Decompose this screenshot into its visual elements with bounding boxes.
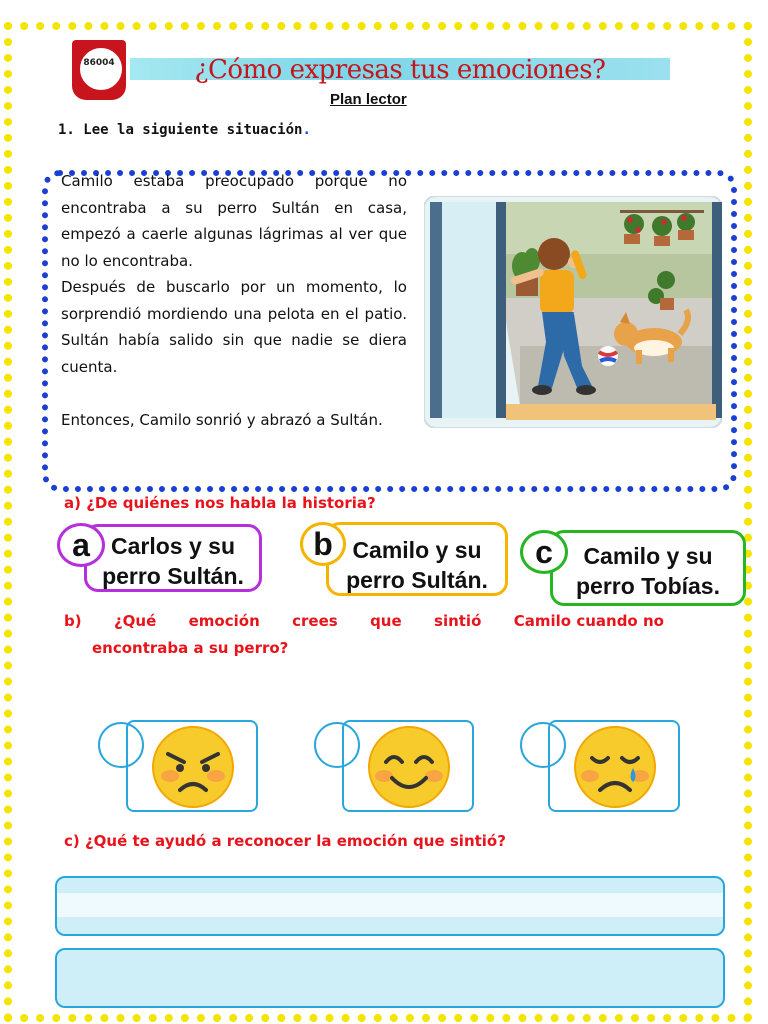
option-a-letter[interactable]: a bbox=[57, 523, 105, 567]
logo-text: 86004 bbox=[83, 58, 115, 68]
face-checkbox-sad[interactable] bbox=[520, 722, 566, 768]
story-illustration bbox=[424, 196, 722, 428]
page-title: ¿Cómo expresas tus emociones? bbox=[194, 55, 606, 85]
story-paragraph-1: Camilo estaba preocupado porque no encontraba a su perro Sultán en casa, empezó a caerle algunas lágrimas al ver que no lo encontraba. bbox=[61, 172, 407, 270]
option-a-line2: perro Sultán. bbox=[102, 563, 244, 589]
answer-box-2[interactable] bbox=[55, 948, 725, 1008]
option-a-line1: Carlos y su bbox=[111, 533, 235, 559]
happy-face-icon bbox=[364, 724, 454, 810]
option-a-box[interactable] bbox=[84, 524, 262, 592]
story-text bbox=[61, 168, 407, 434]
option-b-line2: perro Sultán. bbox=[346, 567, 488, 593]
option-b-letter[interactable]: b bbox=[300, 522, 346, 566]
story-paragraph-3: Entonces, Camilo sonrió y abrazó a Sultán. bbox=[61, 411, 383, 429]
option-b-line1: Camilo y su bbox=[352, 537, 482, 563]
angry-face-icon bbox=[148, 724, 238, 810]
page-top bbox=[0, 0, 768, 26]
option-c-letter[interactable]: c bbox=[520, 530, 568, 574]
sad-face-icon bbox=[570, 724, 660, 810]
instruction-1 bbox=[58, 122, 311, 138]
school-logo bbox=[72, 40, 126, 100]
question-c: c) ¿Qué te ayudó a reconocer la emoción que sintió? bbox=[64, 832, 506, 850]
question-a: a) ¿De quiénes nos habla la historia? bbox=[64, 494, 376, 512]
option-c-box[interactable] bbox=[550, 530, 746, 606]
option-c-line2: perro Tobías. bbox=[576, 573, 720, 599]
face-checkbox-happy[interactable] bbox=[314, 722, 360, 768]
answer-box-1[interactable] bbox=[55, 876, 725, 936]
question-b: b) ¿Qué emoción crees que sintió Camilo cuando no encontraba a su perro? bbox=[64, 612, 664, 657]
instruction-number: 1. bbox=[58, 122, 75, 138]
face-checkbox-angry[interactable] bbox=[98, 722, 144, 768]
page-subtitle: Plan lector bbox=[330, 91, 407, 108]
option-b-box[interactable] bbox=[326, 522, 508, 596]
instruction-period: . bbox=[302, 122, 311, 138]
instruction-text: Lee la siguiente situación bbox=[83, 122, 303, 138]
option-c-line1: Camilo y su bbox=[583, 543, 713, 569]
story-paragraph-2: Después de buscarlo por un momento, lo sorprendió mordiendo una pelota en el patio. Sultán había salido sin que nadie se diera cuenta. bbox=[61, 278, 407, 376]
